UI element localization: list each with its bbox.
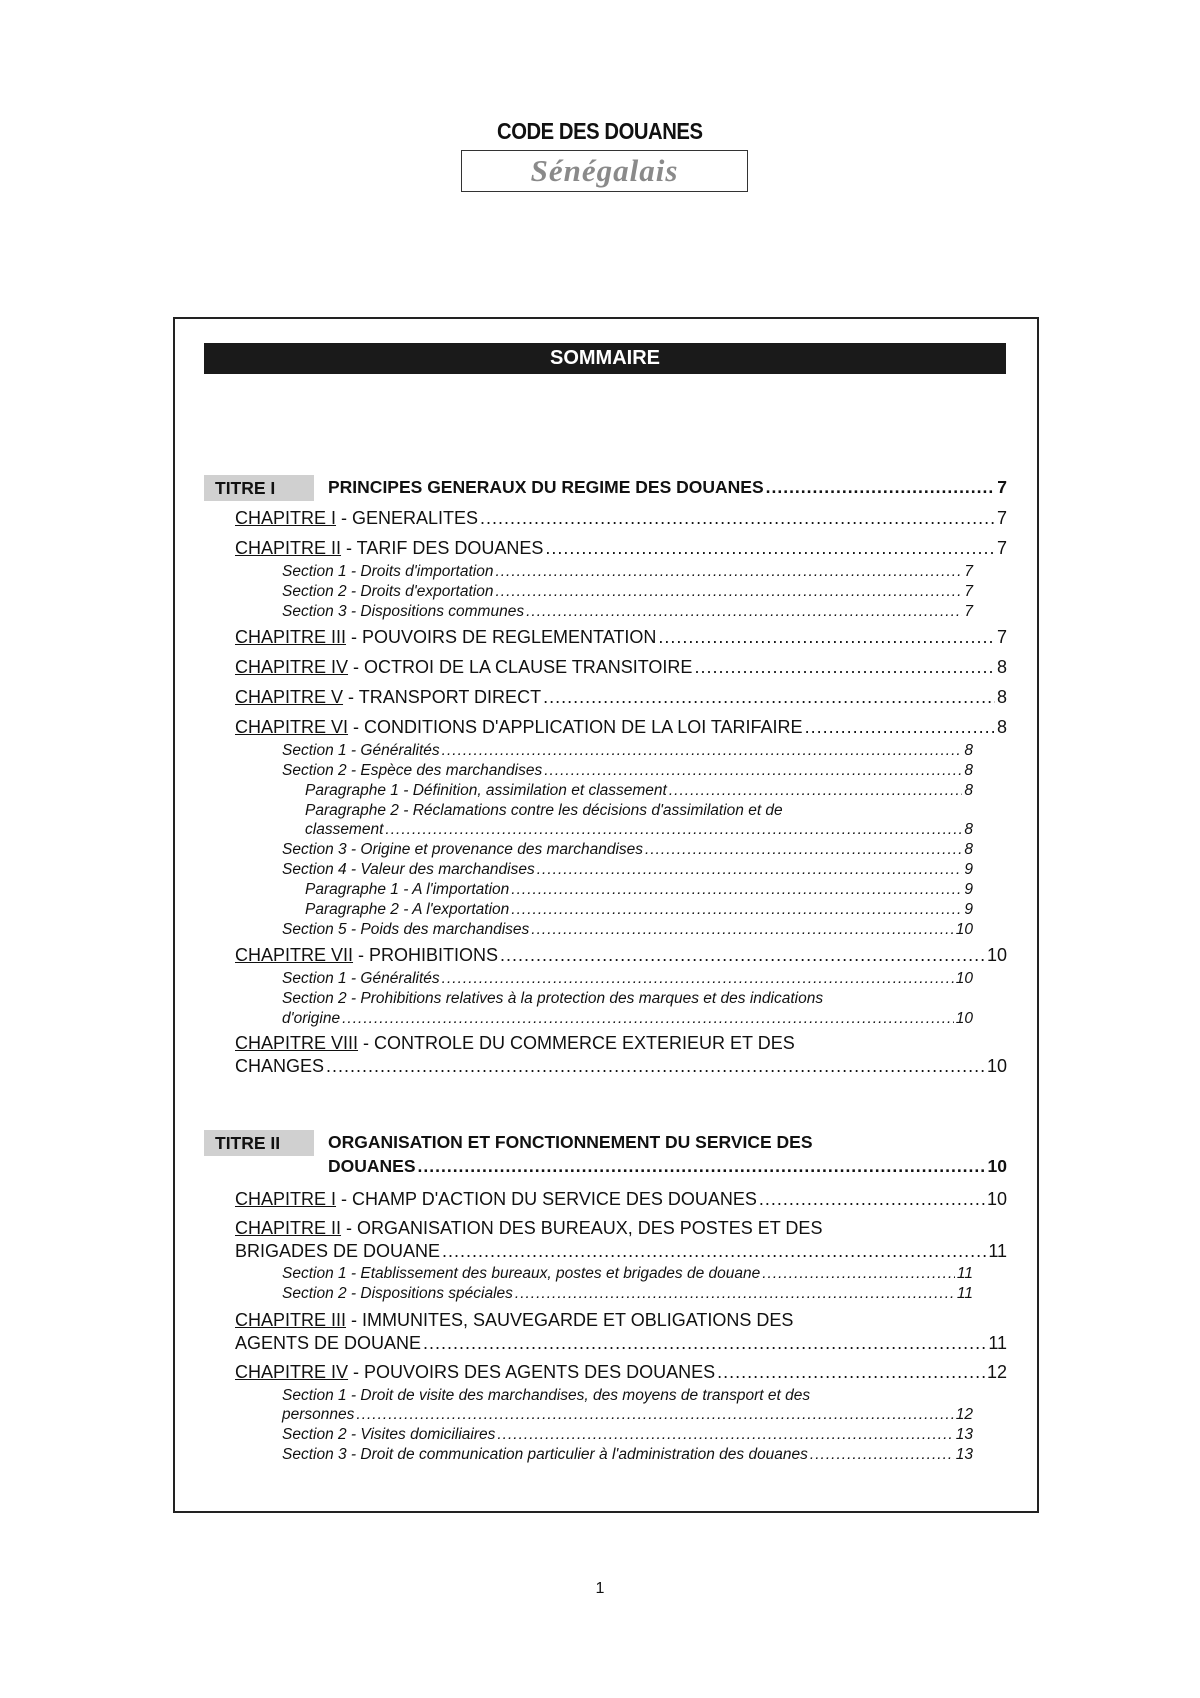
- paragraph-title: Paragraphe 1 - Définition, assimilation et classement: [305, 782, 667, 799]
- dot-leader: [805, 717, 995, 738]
- toc-page-number: 7: [964, 603, 973, 620]
- chapter-label: CHAPITRE I: [235, 508, 337, 528]
- subtitle-box: [461, 150, 748, 192]
- toc-page-number: 11: [988, 1241, 1007, 1261]
- section-title[interactable]: Section 2 - Prohibitions relatives à la protection des marques et des indications: [282, 990, 824, 1007]
- toc-page-number: 8: [964, 841, 973, 858]
- paragraph-title[interactable]: Paragraphe 2 - Réclamations contre les décisions d'assimilation et de: [305, 802, 783, 819]
- chapter-label: CHAPITRE IV: [235, 1362, 349, 1382]
- dot-leader: [480, 508, 995, 529]
- titre-1-label: TITRE I: [204, 475, 314, 501]
- toc-page-number: 7: [996, 627, 1007, 647]
- chapter-title: - OCTROI DE LA CLAUSE TRANSITOIRE: [348, 657, 693, 677]
- toc-page-number: 9: [964, 861, 973, 878]
- toc-page-number: 10: [955, 921, 973, 938]
- dot-leader: [544, 762, 962, 780]
- toc-page-number: 11: [956, 1265, 973, 1282]
- chapter-label: CHAPITRE I: [235, 1189, 337, 1209]
- section-title: Section 5 - Poids des marchandises: [282, 921, 530, 938]
- chapter-label: CHAPITRE VI: [235, 717, 349, 737]
- chapter-title: - CONTROLE DU COMMERCE EXTERIEUR ET DES: [358, 1033, 795, 1053]
- toc-page-number: 8: [964, 742, 973, 759]
- toc-page-number: 8: [964, 782, 973, 799]
- toc-entry-text: DOUANES: [328, 1156, 416, 1176]
- section-title: Section 2 - Espèce des marchandises: [282, 762, 543, 779]
- dot-leader: [442, 970, 954, 988]
- toc-entry-chapitre[interactable]: [235, 657, 1007, 678]
- toc-entry-chapitre-continued[interactable]: [235, 1333, 1007, 1354]
- toc-entry-section[interactable]: [282, 861, 973, 879]
- toc-page-number: 12: [955, 1406, 973, 1423]
- toc-entry-section[interactable]: [282, 921, 973, 939]
- titre-2-text[interactable]: ORGANISATION ET FONCTIONNEMENT DU SERVICE DES: [328, 1132, 813, 1152]
- toc-page-number: 7: [997, 477, 1007, 497]
- toc-page-number: 10: [986, 1056, 1007, 1076]
- toc-entry-chapitre[interactable]: [235, 717, 1007, 738]
- toc-entry-section[interactable]: [282, 742, 973, 760]
- dot-leader: [759, 1189, 985, 1210]
- toc-entry-section[interactable]: [282, 1010, 973, 1028]
- toc-page-number: 11: [988, 1333, 1007, 1353]
- toc-entry-section[interactable]: [282, 1426, 973, 1444]
- dot-leader: [442, 1241, 986, 1262]
- section-title: Section 1 - Etablissement des bureaux, postes et brigades de douane: [282, 1265, 761, 1282]
- toc-entry-chapitre[interactable]: [235, 538, 1007, 559]
- chapter-title: - GENERALITES: [336, 508, 479, 528]
- dot-leader: [495, 583, 962, 601]
- toc-page-number: 8: [996, 687, 1007, 707]
- chapter-title-continued: AGENTS DE DOUANE: [235, 1333, 422, 1353]
- toc-entry-titre-1[interactable]: [328, 477, 1007, 498]
- toc-page-number: 7: [996, 508, 1007, 528]
- section-title: Section 2 - Visites domiciliaires: [282, 1426, 496, 1443]
- chapter-label: CHAPITRE III: [235, 627, 347, 647]
- paragraph-title-continued: classement: [305, 821, 384, 838]
- toc-page-number: 7: [964, 563, 973, 580]
- toc-entry-section[interactable]: [282, 563, 973, 581]
- toc-entry-chapitre[interactable]: [235, 687, 1007, 708]
- dot-leader: [543, 687, 995, 708]
- toc-page-number: 10: [955, 970, 973, 987]
- dot-leader: [356, 1406, 953, 1424]
- chapter-label: CHAPITRE VIII: [235, 1033, 359, 1053]
- toc-entry-chapitre[interactable]: [235, 627, 1007, 648]
- dot-leader: [531, 921, 953, 939]
- chapter-label: CHAPITRE VII: [235, 945, 354, 965]
- dot-leader: [500, 945, 985, 966]
- page-number: 1: [595, 1580, 605, 1597]
- toc-entry-text: PRINCIPES GENERAUX DU REGIME DES DOUANES: [328, 477, 764, 497]
- toc-page-number: 11: [956, 1285, 973, 1302]
- dot-leader: [511, 881, 962, 899]
- dot-leader: [495, 563, 962, 581]
- dot-leader: [423, 1333, 986, 1354]
- chapter-title: - CHAMP D'ACTION DU SERVICE DES DOUANES: [336, 1189, 757, 1209]
- toc-entry-chapitre[interactable]: [235, 508, 1007, 529]
- toc-page-number: 8: [996, 657, 1007, 677]
- dot-leader: [511, 901, 962, 919]
- section-title: Section 3 - Droit de communication particulier à l'administration des douanes: [282, 1446, 808, 1463]
- chapter-title-continued: BRIGADES DE DOUANE: [235, 1241, 441, 1261]
- toc-entry-section[interactable]: [282, 762, 973, 780]
- dot-leader: [515, 1285, 955, 1303]
- toc-page-number: 8: [996, 717, 1007, 737]
- chapter-title: - TARIF DES DOUANES: [341, 538, 544, 558]
- document-subtitle: Sénégalais: [530, 153, 679, 188]
- toc-entry-paragraph[interactable]: [305, 881, 973, 899]
- document-header: [0, 118, 1200, 145]
- chapter-title: - IMMUNITES, SAUVEGARDE ET OBLIGATIONS DES: [346, 1310, 794, 1330]
- toc-entry-section[interactable]: [282, 1285, 973, 1303]
- dot-leader: [810, 1446, 954, 1464]
- toc-entry-chapitre[interactable]: [235, 1310, 793, 1331]
- document-title: CODE DES DOUANES: [497, 118, 703, 144]
- toc-entry-paragraph[interactable]: [305, 782, 973, 800]
- toc-entry-section[interactable]: [282, 583, 973, 601]
- chapter-title: - TRANSPORT DIRECT: [343, 687, 542, 707]
- chapter-label: CHAPITRE II: [235, 1218, 342, 1238]
- paragraph-title: Paragraphe 1 - A l'importation: [305, 881, 510, 898]
- toc-entry-section[interactable]: [282, 1265, 973, 1283]
- toc-page-number: 9: [964, 881, 973, 898]
- toc-entry-chapitre[interactable]: [235, 945, 1007, 966]
- toc-entry-chapitre-continued[interactable]: [235, 1241, 1007, 1262]
- dot-leader: [418, 1156, 986, 1177]
- chapter-title: - ORGANISATION DES BUREAUX, DES POSTES ET DES: [341, 1218, 823, 1238]
- toc-entry-titre-2[interactable]: [328, 1156, 1007, 1177]
- toc-entry-paragraph[interactable]: [305, 821, 973, 839]
- toc-page-number: 13: [955, 1446, 973, 1463]
- dot-leader: [762, 1265, 955, 1283]
- chapter-title: - POUVOIRS DE REGLEMENTATION: [346, 627, 657, 647]
- toc-page-number: 7: [964, 583, 973, 600]
- toc-entry-section[interactable]: [282, 841, 973, 859]
- toc-entry-section[interactable]: [282, 1446, 973, 1464]
- chapter-label: CHAPITRE V: [235, 687, 344, 707]
- dot-leader: [497, 1426, 953, 1444]
- toc-entry-section[interactable]: [282, 603, 973, 621]
- chapter-title-continued: CHANGES: [235, 1056, 325, 1076]
- chapter-title: - POUVOIRS DES AGENTS DES DOUANES: [348, 1362, 716, 1382]
- toc-page-number: 8: [964, 821, 973, 838]
- chapter-title: - CONDITIONS D'APPLICATION DE LA LOI TARIFAIRE: [348, 717, 803, 737]
- toc-entry-chapitre[interactable]: [235, 1033, 795, 1054]
- section-title: Section 1 - Droits d'importation: [282, 563, 494, 580]
- section-title-continued: personnes: [282, 1406, 355, 1423]
- dot-leader: [717, 1362, 985, 1383]
- dot-leader: [545, 538, 995, 559]
- toc-page-number: 10: [987, 1156, 1007, 1176]
- dot-leader: [326, 1056, 985, 1077]
- toc-entry-chapitre[interactable]: [235, 1218, 822, 1239]
- dot-leader: [342, 1010, 954, 1028]
- chapter-label: CHAPITRE IV: [235, 657, 349, 677]
- dot-leader: [442, 742, 963, 760]
- section-title: Section 2 - Droits d'exportation: [282, 583, 494, 600]
- dot-leader: [658, 627, 995, 648]
- section-title-continued: d'origine: [282, 1010, 341, 1027]
- section-title: Section 1 - Généralités: [282, 970, 440, 987]
- dot-leader: [526, 603, 962, 621]
- sommaire-heading: SOMMAIRE: [204, 343, 1006, 374]
- toc-page-number: 13: [955, 1426, 973, 1443]
- toc-page-number: 8: [964, 762, 973, 779]
- titre-2-label: TITRE II: [204, 1130, 314, 1156]
- section-title: Section 1 - Généralités: [282, 742, 440, 759]
- dot-leader: [537, 861, 963, 879]
- section-title: Section 4 - Valeur des marchandises: [282, 861, 535, 878]
- section-title: Section 2 - Dispositions spéciales: [282, 1285, 513, 1302]
- section-title: Section 3 - Origine et provenance des marchandises: [282, 841, 644, 858]
- toc-page-number: 7: [996, 538, 1007, 558]
- paragraph-title: Paragraphe 2 - A l'exportation: [305, 901, 510, 918]
- toc-page-number: 10: [955, 1010, 973, 1027]
- dot-leader: [385, 821, 962, 839]
- toc-entry-chapitre-continued[interactable]: [235, 1056, 1007, 1077]
- dot-leader: [645, 841, 962, 859]
- toc-page-number: 10: [986, 1189, 1007, 1209]
- toc-entry-chapitre[interactable]: [235, 1362, 1007, 1383]
- dot-leader: [669, 782, 963, 800]
- toc-page-number: 10: [986, 945, 1007, 965]
- section-title[interactable]: Section 1 - Droit de visite des marchandises, des moyens de transport et des: [282, 1387, 811, 1404]
- chapter-title: - PROHIBITIONS: [353, 945, 499, 965]
- toc-entry-chapitre[interactable]: [235, 1189, 1007, 1210]
- toc-page-number: 12: [986, 1362, 1007, 1382]
- dot-leader: [694, 657, 995, 678]
- section-title: Section 3 - Dispositions communes: [282, 603, 525, 620]
- toc-entry-paragraph[interactable]: [305, 901, 973, 919]
- dot-leader: [766, 477, 996, 498]
- chapter-label: CHAPITRE III: [235, 1310, 347, 1330]
- chapter-label: CHAPITRE II: [235, 538, 342, 558]
- toc-entry-section[interactable]: [282, 1406, 973, 1424]
- toc-page-number: 9: [964, 901, 973, 918]
- toc-entry-section[interactable]: [282, 970, 973, 988]
